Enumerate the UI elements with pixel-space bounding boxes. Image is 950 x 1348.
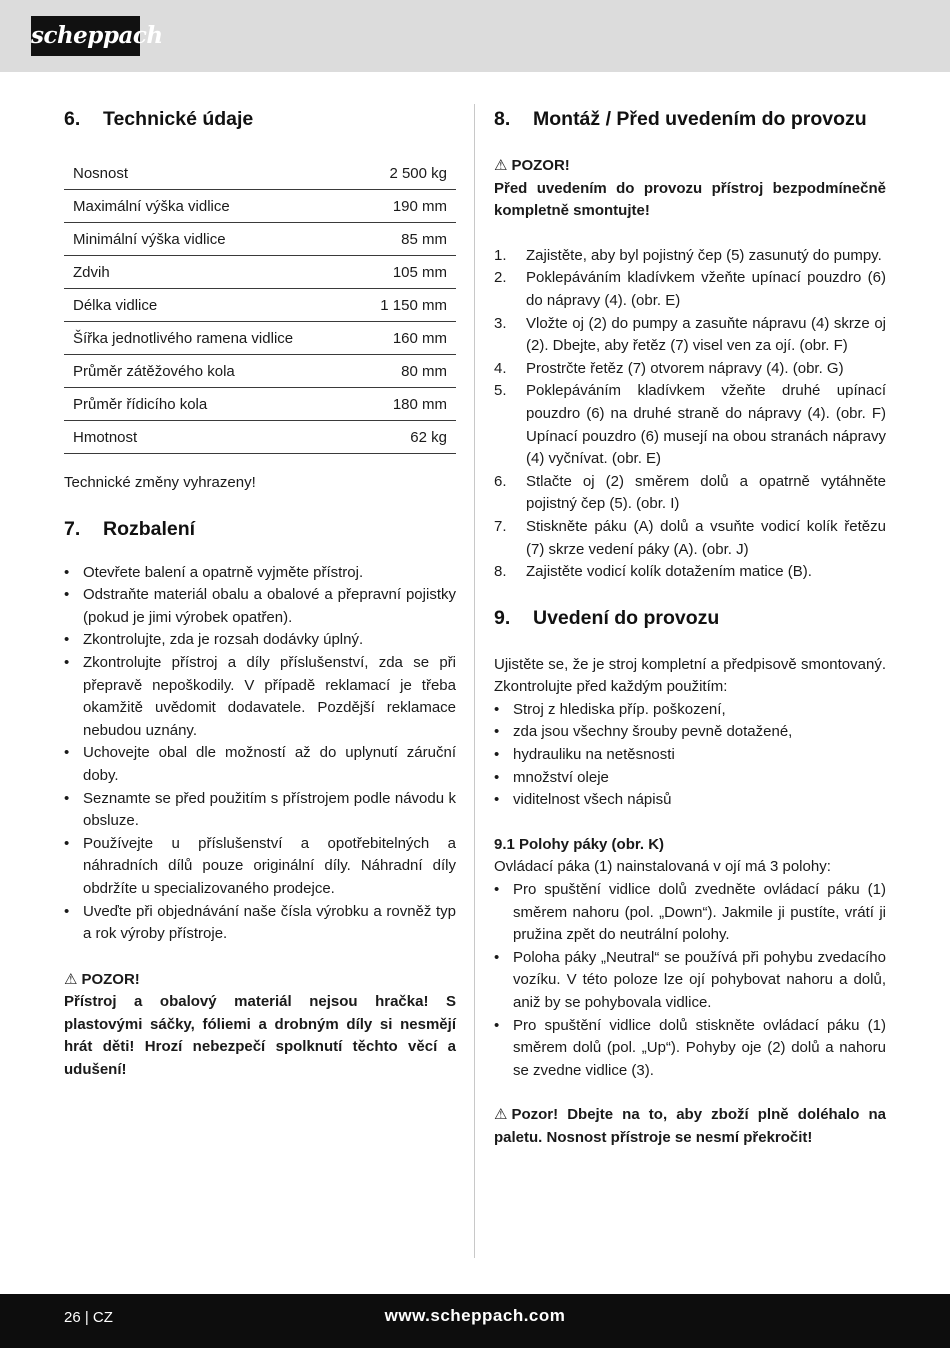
list-item: • Poloha páky „Neutral“ se používá při pohybu zvedacího vozíku. V této poloze lze ojí pohybovat nahoru a dolů, aniž by se pohybovala vidlice. (494, 947, 886, 1015)
section-9-heading (494, 604, 886, 632)
list-item: • zda jsou všechny šrouby pevně dotažené, (494, 721, 886, 744)
spec-value: 2 500 kg (389, 164, 447, 182)
page-footer (0, 1294, 950, 1348)
list-item: • Používejte u příslušenství a opotřebitelných a náhradních dílů pouze originální díly. Náhradní díly obdržíte u specializovaného prodejce. (64, 833, 456, 901)
spec-label: Zdvih (73, 263, 110, 281)
section-number: 9. (494, 606, 511, 629)
spec-table (64, 157, 456, 454)
list-item: • Otevřete balení a opatrně vyjměte přístroj. (64, 562, 456, 585)
section-title: Rozbalení (103, 517, 196, 540)
step-text: Stiskněte páku (A) dolů a vsuňte vodicí kolík řetězu (7) skrze vedení páky (A). (obr. J) (526, 517, 886, 558)
page-header (0, 0, 950, 72)
spec-value: 80 mm (401, 362, 447, 380)
warning-icon: ⚠ (64, 970, 78, 988)
left-column (64, 105, 456, 133)
section-title: Uvedení do provozu (533, 606, 720, 629)
spec-label: Šířka jednotlivého ramena vidlice (73, 329, 294, 347)
section-6-heading (64, 105, 456, 133)
section-7-heading (64, 515, 456, 543)
operation-intro: Ujistěte se, že je stroj kompletní a předpisově smontovaný. Zkontrolujte před každým použitím: (494, 655, 886, 696)
page-number: 26 | CZ (64, 1309, 113, 1326)
step-text: Vložte oj (2) do pumpy a zasuňte nápravu (4) skrze oj (2). Dbejte, aby řetěz (7) visel ven za ojí. (obr. F) (526, 314, 886, 355)
step-text: Poklepáváním kladívkem vžeňte druhé upínací pouzdro (6) na druhé straně do nápravy (4). (obr. F) Upínací pouzdro (6) musejí na obou stranách nápravy (4) vyčnívat. (obr. E) (526, 382, 886, 468)
list-item: • Uchovejte obal dle možností až do uplynutí záruční doby. (64, 742, 456, 787)
step-item (494, 358, 886, 381)
subsection-title: 9.1 Polohy páky (obr. K) (494, 835, 665, 853)
spec-label: Délka vidlice (73, 296, 158, 314)
step-number: 8. (494, 563, 507, 581)
section-number: 8. (494, 108, 511, 130)
step-text: Stlačte oj (2) směrem dolů a opatrně vytáhněte pojistný čep (5). (obr. I) (526, 472, 886, 513)
spec-row (64, 322, 456, 355)
warning-title: ⚠ POZOR! (64, 969, 456, 992)
step-number: 1. (494, 246, 507, 264)
assembly-steps (494, 245, 886, 584)
step-text: Prostrčte řetěz (7) otvorem nápravy (4). (obr. G) (526, 359, 844, 377)
list-item: • viditelnost všech nápisů (494, 789, 886, 812)
step-item (494, 516, 886, 561)
spec-row (64, 421, 456, 454)
check-list (494, 699, 886, 812)
unpack-list (64, 562, 456, 946)
list-item: • množství oleje (494, 767, 886, 790)
warning-text: Před uvedením do provozu přístroj bezpodmínečně kompletně smontujte! (494, 179, 886, 220)
spec-label: Průměr řídicího kola (73, 395, 208, 413)
column-divider (474, 104, 475, 1258)
spec-row (64, 388, 456, 421)
step-number: 7. (494, 517, 507, 535)
section-number: 7. (64, 517, 81, 540)
spec-value: 1 150 mm (380, 296, 447, 314)
spec-label: Maximální výška vidlice (73, 197, 230, 215)
spec-row (64, 223, 456, 256)
spec-value: 180 mm (392, 395, 447, 413)
step-item (494, 313, 886, 358)
section-number: 6. (64, 108, 81, 130)
spec-value: 105 mm (392, 263, 447, 281)
spec-label: Minimální výška vidlice (73, 230, 226, 248)
step-item (494, 561, 886, 584)
list-item: • hydrauliku na netěsnosti (494, 744, 886, 767)
website-link[interactable]: www.scheppach.com (384, 1306, 566, 1325)
list-item: • Uveďte při objednávání naše čísla výrobku a rovněž typ a rok výroby přístroje. (64, 901, 456, 946)
step-number: 6. (494, 472, 507, 490)
left-lower (64, 472, 456, 1082)
list-item: • Seznamte se před použitím s přístrojem podle návodu k obsluze. (64, 788, 456, 833)
section-title: Montáž / Před uvedením do provozu (533, 108, 867, 130)
spec-row (64, 289, 456, 322)
step-text: Poklepáváním kladívkem vžeňte upínací pouzdro (6) do nápravy (4). (obr. E) (526, 269, 886, 309)
final-warning: ⚠ Pozor! Dbejte na to, aby zboží plně doléhalo na paletu. Nosnost přístroje se nesmí překročit! (494, 1106, 886, 1146)
tech-note: Technické změny vyhrazeny! (64, 474, 256, 491)
step-text: Zajistěte, aby byl pojistný čep (5) zasunutý do pumpy. (526, 246, 882, 264)
step-text: Zajistěte vodicí kolík dotažením matice (B). (526, 563, 812, 581)
list-item: • Odstraňte materiál obalu a obalové a přepravní pojistky (pokud je jimi výrobek opatřen). (64, 584, 456, 629)
spec-value: 160 mm (392, 329, 447, 347)
list-item: • Pro spuštění vidlice dolů stiskněte ovládací páku (1) směrem dolů (pol. „Up“). Pohyby oje (2) dolů a nahoru se zvedne vidlice (3). (494, 1015, 886, 1083)
step-item (494, 267, 886, 312)
list-item: • Pro spuštění vidlice dolů zvedněte ovládací páku (1) směrem nahoru (pol. „Down“). Jakmile ji pustíte, vrátí ji pružina zpět do neutrální polohy. (494, 879, 886, 947)
spec-label: Hmotnost (73, 428, 138, 446)
brand-logo: scheppach (31, 16, 140, 56)
step-number: 5. (494, 382, 507, 400)
spec-value: 190 mm (392, 197, 447, 215)
list-item: • Stroj z hlediska příp. poškození, (494, 699, 886, 722)
step-item (494, 245, 886, 268)
step-number: 2. (494, 269, 507, 287)
subsection-intro: Ovládací páka (1) nainstalovaná v ojí má 3 polohy: (494, 858, 831, 876)
step-item (494, 471, 886, 516)
section-8-heading (494, 105, 886, 133)
section-title: Technické údaje (103, 108, 254, 130)
spec-value: 85 mm (401, 230, 447, 248)
step-number: 4. (494, 359, 507, 377)
list-item: • Zkontrolujte přístroj a díly příslušenství, zda se při přepravě nepoškodily. V případě reklamací je třeba okamžitě uvědomit dodavatele. Pozdější reklamace nebudou uznány. (64, 652, 456, 742)
list-item: • Zkontrolujte, zda je rozsah dodávky úplný. (64, 629, 456, 652)
spec-row (64, 157, 456, 190)
step-number: 3. (494, 314, 507, 332)
warning-title: ⚠ POZOR! (494, 155, 886, 178)
spec-label: Nosnost (73, 164, 129, 182)
right-column (494, 105, 886, 1150)
step-item (494, 380, 886, 470)
spec-row (64, 256, 456, 289)
lever-positions (494, 879, 886, 1082)
warning-icon: ⚠ (494, 1106, 508, 1124)
warning-text: Přístroj a obalový materiál nejsou hračka! S plastovými sáčky, fóliemi a drobným díly si nesmějí hrát děti! Hrozí nebezpečí spolknutí těchto věcí a udušení! (64, 993, 456, 1079)
spec-row (64, 190, 456, 223)
spec-row (64, 355, 456, 388)
spec-label: Průměr zátěžového kola (73, 362, 235, 380)
spec-value: 62 kg (410, 428, 447, 446)
warning-icon: ⚠ (494, 157, 508, 174)
